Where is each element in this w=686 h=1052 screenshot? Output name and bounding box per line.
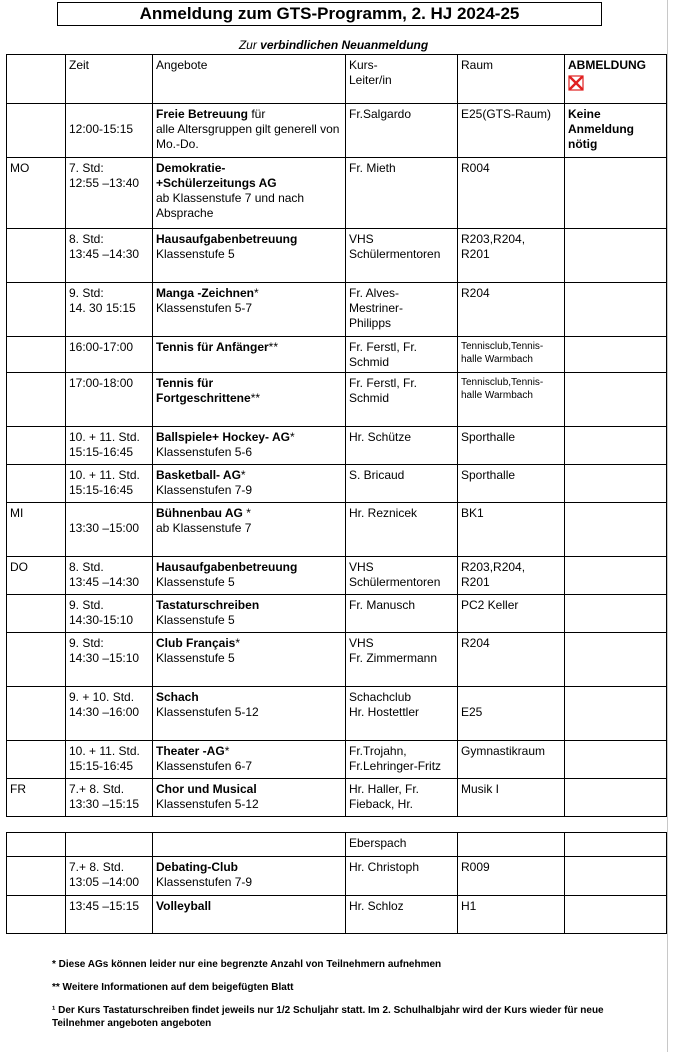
- offer-description: Klassenstufe 5: [156, 613, 235, 627]
- room-cell: R204: [458, 633, 565, 687]
- time-cell: 10. + 11. Std. 15:15-16:45: [66, 741, 153, 779]
- offer-title-suffix: *: [242, 506, 251, 520]
- day-cell: [7, 741, 66, 779]
- offer-title: Tennis für Anfänger: [156, 340, 269, 354]
- table-row: [7, 283, 667, 337]
- offer-description: Klassenstufe 5: [156, 575, 235, 589]
- offer-cell: [153, 896, 346, 934]
- room-cell: H1: [458, 896, 565, 934]
- offer-title: Bühnenbau AG: [156, 506, 243, 520]
- header-abmeldung: [565, 55, 667, 104]
- offer-title: Chor und Musical: [156, 782, 257, 796]
- offer-description: Klassenstufen 5-7: [156, 301, 253, 315]
- offer-title: Volleyball: [156, 899, 212, 913]
- offer-title: Freie Betreuung: [156, 107, 249, 121]
- document-title: Anmeldung zum GTS-Programm, 2. HJ 2024-25: [57, 2, 602, 26]
- table-row: [7, 833, 667, 857]
- time-cell: 7.+ 8. Std. 13:05 –14:00: [66, 857, 153, 896]
- leader-cell: Fr.Salgardo: [346, 104, 458, 158]
- offer-cell: [153, 283, 346, 337]
- day-cell: FR: [7, 779, 66, 817]
- room-cell: BK1: [458, 503, 565, 557]
- offer-cell: [153, 557, 346, 595]
- table-row: [7, 158, 667, 229]
- footnote-2: ** Weitere Informationen auf dem beigefügten Blatt: [52, 982, 294, 993]
- table-row: [7, 229, 667, 283]
- time-cell: 8. Std. 13:45 –14:30: [66, 557, 153, 595]
- table-row: [7, 779, 667, 817]
- table-row: [7, 857, 667, 896]
- leader-cell: Schachclub Hr. Hostettler: [346, 687, 458, 741]
- offer-title: Hausaufgabenbetreuung: [156, 560, 298, 574]
- leader-cell: S. Bricaud: [346, 465, 458, 503]
- abmeldung-cell: [565, 373, 667, 427]
- footnote-1: * Diese AGs können leider nur eine begrenzte Anzahl von Teilnehmern aufnehmen: [52, 959, 442, 970]
- room-cell: Sporthalle: [458, 465, 565, 503]
- offer-title-suffix: für: [248, 107, 266, 121]
- abmeldung-cell: [565, 427, 667, 465]
- day-cell: DO: [7, 557, 66, 595]
- offer-cell: [153, 687, 346, 741]
- leader-cell: Hr. Haller, Fr. Fieback, Hr.: [346, 779, 458, 817]
- time-cell: 7.+ 8. Std. 13:30 –15:15: [66, 779, 153, 817]
- leader-cell: Fr. Manusch: [346, 595, 458, 633]
- offer-cell: [153, 833, 346, 857]
- day-cell: [7, 283, 66, 337]
- time-cell: 13:45 –15:15: [66, 896, 153, 934]
- offer-title: Schach: [156, 690, 199, 704]
- table-row: [7, 503, 667, 557]
- offer-description: Klassenstufen 5-6: [156, 445, 253, 459]
- room-cell: Tennisclub,Tennis- halle Warmbach: [458, 337, 565, 373]
- room-cell: [458, 833, 565, 857]
- time-cell: 16:00-17:00: [66, 337, 153, 373]
- day-cell: [7, 595, 66, 633]
- time-cell: 9. Std: 14. 30 15:15: [66, 283, 153, 337]
- leader-cell: Fr. Alves- Mestriner- Philipps: [346, 283, 458, 337]
- room-cell: R203,R204, R201: [458, 557, 565, 595]
- offer-title: Manga -Zeichnen: [156, 286, 255, 300]
- offer-description: Klassenstufe 5: [156, 247, 235, 261]
- abmeldung-cell: Keine Anmeldung nötig: [565, 104, 667, 158]
- offer-description: ab Klassenstufe 7: [156, 521, 252, 535]
- table-row: [7, 687, 667, 741]
- leader-cell: VHS Schülermentoren: [346, 229, 458, 283]
- offer-title-suffix: *: [289, 430, 295, 444]
- abmeldung-cell: [565, 857, 667, 896]
- abmeldung-cell: [565, 687, 667, 741]
- header-raum: Raum: [458, 55, 565, 104]
- room-cell: R009: [458, 857, 565, 896]
- abmeldung-cell: [565, 633, 667, 687]
- offer-title-suffix: *: [235, 636, 241, 650]
- offer-cell: [153, 857, 346, 896]
- table-row: [7, 373, 667, 427]
- table-row: [7, 557, 667, 595]
- leader-cell: Eberspach: [346, 833, 458, 857]
- offer-cell: [153, 229, 346, 283]
- leader-cell: VHS Schülermentoren: [346, 557, 458, 595]
- room-cell: Sporthalle: [458, 427, 565, 465]
- offer-title-suffix: **: [268, 340, 279, 354]
- leader-cell: Fr.Trojahn, Fr.Lehringer-Fritz: [346, 741, 458, 779]
- page-edge-rule: [667, 0, 668, 1052]
- extra-course-table: [6, 832, 667, 934]
- room-cell: R004: [458, 158, 565, 229]
- day-cell: [7, 373, 66, 427]
- offer-title: Basketball- AG: [156, 468, 241, 482]
- room-cell: Gymnastikraum: [458, 741, 565, 779]
- table-row: [7, 427, 667, 465]
- day-cell: [7, 857, 66, 896]
- time-cell: [66, 833, 153, 857]
- abmeldung-cell: [565, 503, 667, 557]
- time-cell: 17:00-18:00: [66, 373, 153, 427]
- time-cell: 9. + 10. Std. 14:30 –16:00: [66, 687, 153, 741]
- offer-description: Klassenstufen 6-7: [156, 759, 253, 773]
- leader-cell: Hr. Christoph: [346, 857, 458, 896]
- time-cell: 9. Std: 14:30 –15:10: [66, 633, 153, 687]
- abmeldung-cell: [565, 337, 667, 373]
- offer-cell: [153, 503, 346, 557]
- table-row: [7, 337, 667, 373]
- leader-cell: Fr. Ferstl, Fr. Schmid: [346, 373, 458, 427]
- abmeldung-cell: [565, 465, 667, 503]
- subtitle-bold: verbindlichen Neuanmeldung: [260, 38, 429, 52]
- leader-cell: Fr. Mieth: [346, 158, 458, 229]
- abmeldung-cell: [565, 283, 667, 337]
- offer-cell: [153, 104, 346, 158]
- time-cell: 7. Std: 12:55 –13:40: [66, 158, 153, 229]
- offer-cell: [153, 779, 346, 817]
- day-cell: [7, 687, 66, 741]
- offer-title: Theater -AG: [156, 744, 225, 758]
- time-cell: 10. + 11. Std. 15:15-16:45: [66, 427, 153, 465]
- abmeldung-cell: [565, 158, 667, 229]
- table-row: [7, 741, 667, 779]
- time-cell: 8. Std: 13:45 –14:30: [66, 229, 153, 283]
- day-cell: [7, 633, 66, 687]
- time-cell: 13:30 –15:00: [66, 503, 153, 557]
- offer-cell: [153, 595, 346, 633]
- room-cell: R204: [458, 283, 565, 337]
- day-cell: [7, 337, 66, 373]
- abmeldung-cell: [565, 833, 667, 857]
- table-row: [7, 104, 667, 158]
- offer-title: Club Français: [156, 636, 236, 650]
- offer-title: Tastaturschreiben: [156, 598, 260, 612]
- abmeldung-cell: [565, 779, 667, 817]
- offer-title-suffix: **: [250, 391, 261, 405]
- room-cell: E25(GTS-Raum): [458, 104, 565, 158]
- day-cell: [7, 896, 66, 934]
- subtitle: [0, 38, 667, 52]
- day-cell: MO: [7, 158, 66, 229]
- header-day: [7, 55, 66, 104]
- offer-description: Klassenstufen 5-12: [156, 797, 259, 811]
- footnote-3: ¹ Der Kurs Tastaturschreiben findet jeweils nur 1/2 Schuljahr statt. Im 2. Schulhalbjahr wird der Kurs wieder für neue Teilnehmer angeboten angeboten: [52, 1005, 604, 1029]
- leader-cell: Hr. Reznicek: [346, 503, 458, 557]
- offer-title-suffix: *: [224, 744, 230, 758]
- abmeldung-label: ABMELDUNG: [568, 58, 646, 72]
- course-table: [6, 54, 667, 817]
- offer-description: alle Altersgruppen gilt generell von Mo.-Do.: [156, 122, 340, 151]
- footnotes: [52, 958, 612, 1040]
- header-angebote: Angebote: [153, 55, 346, 104]
- offer-title-suffix: *: [254, 286, 259, 300]
- leader-cell: Hr. Schütze: [346, 427, 458, 465]
- offer-title: Debating-Club: [156, 860, 238, 874]
- offer-cell: [153, 465, 346, 503]
- offer-description: Klassenstufen 5-12: [156, 705, 259, 719]
- offer-description: Klassenstufen 7-9: [156, 483, 253, 497]
- x-mark-icon: [568, 75, 584, 91]
- abmeldung-cell: [565, 896, 667, 934]
- day-cell: [7, 104, 66, 158]
- abmeldung-cell: [565, 741, 667, 779]
- room-cell: Tennisclub,Tennis- halle Warmbach: [458, 373, 565, 427]
- offer-description: Klassenstufe 5: [156, 651, 235, 665]
- offer-title: Demokratie- +Schülerzeitungs AG: [156, 161, 277, 190]
- time-cell: 10. + 11. Std. 15:15-16:45: [66, 465, 153, 503]
- offer-cell: [153, 373, 346, 427]
- abmeldung-cell: [565, 595, 667, 633]
- day-cell: [7, 465, 66, 503]
- subtitle-prefix: Zur: [238, 38, 261, 52]
- table-row: [7, 595, 667, 633]
- offer-title-suffix: *: [240, 468, 246, 482]
- room-cell: Musik I: [458, 779, 565, 817]
- table-row: [7, 633, 667, 687]
- time-cell: 12:00-15:15: [66, 104, 153, 158]
- leader-cell: Hr. Schloz: [346, 896, 458, 934]
- offer-cell: [153, 427, 346, 465]
- offer-title: Ballspiele+ Hockey- AG: [156, 430, 290, 444]
- day-cell: [7, 427, 66, 465]
- offer-title: Hausaufgabenbetreuung: [156, 232, 298, 246]
- day-cell: [7, 229, 66, 283]
- room-cell: PC2 Keller: [458, 595, 565, 633]
- abmeldung-cell: [565, 229, 667, 283]
- offer-cell: [153, 633, 346, 687]
- header-leiter: Kurs- Leiter/in: [346, 55, 458, 104]
- offer-description: Klassenstufen 7-9: [156, 875, 253, 889]
- header-zeit: Zeit: [66, 55, 153, 104]
- offer-description: ab Klassenstufe 7 und nach Absprache: [156, 191, 305, 220]
- leader-cell: VHS Fr. Zimmermann: [346, 633, 458, 687]
- table-row: [7, 465, 667, 503]
- table-row: [7, 896, 667, 934]
- room-cell: E25: [458, 687, 565, 741]
- header-row: [7, 55, 667, 104]
- offer-cell: [153, 741, 346, 779]
- time-cell: 9. Std. 14:30-15:10: [66, 595, 153, 633]
- offer-cell: [153, 158, 346, 229]
- offer-cell: [153, 337, 346, 373]
- day-cell: [7, 833, 66, 857]
- room-cell: R203,R204, R201: [458, 229, 565, 283]
- day-cell: MI: [7, 503, 66, 557]
- abmeldung-cell: [565, 557, 667, 595]
- leader-cell: Fr. Ferstl, Fr. Schmid: [346, 337, 458, 373]
- offer-title: Tennis für Fortgeschrittene: [156, 376, 251, 405]
